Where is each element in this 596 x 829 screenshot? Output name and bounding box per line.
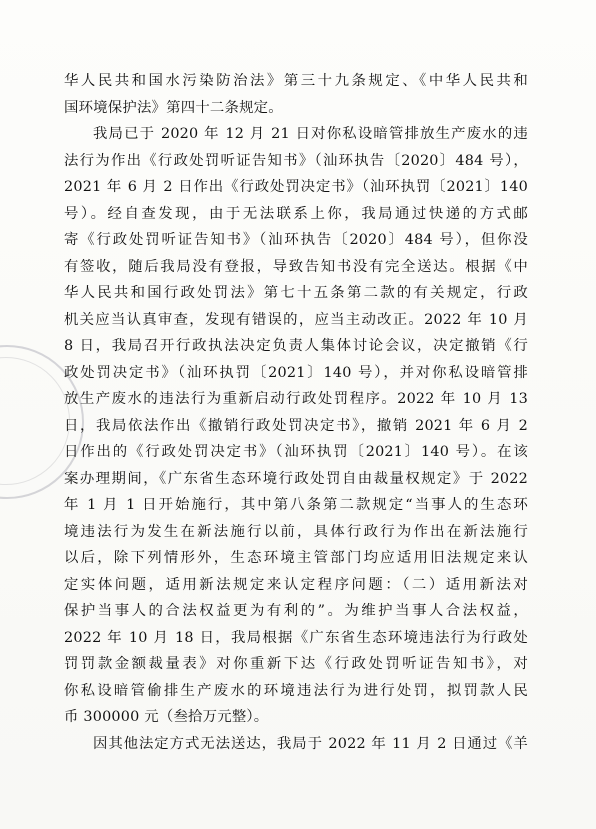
text-line: 华人民共和国行政处罚法》第七十五条第二款的有关规定，行政	[64, 285, 528, 301]
text-line: 号）。经自查发现，由于无法联系上你，我局通过快递的方式邮	[64, 205, 528, 222]
text-line: 放生产废水的违法行为重新启动行政处罚程序。2022 年 10 月 13	[64, 391, 528, 407]
text-line: 国环境保护法》第四十二条规定。	[64, 99, 283, 116]
text-line: 定实体问题，适用新法规定来认定程序问题：（二）适用新法对	[64, 576, 528, 593]
text-line: 寄《行政处罚听证告知书》（汕环执告〔2020〕484 号），但你没	[64, 232, 528, 248]
document-body	[64, 68, 528, 757]
text-line: 因其他法定方式无法送达，我局于 2022 年 11 月 2 日通过《羊	[93, 735, 528, 752]
text-line: 机关应当认真审查，发现有错误的，应当主动改正。2022 年 10 月	[64, 311, 528, 328]
text-line: 年 1 月 1 日开始施行，其中第八条第二款规定“当事人的生态环	[64, 497, 528, 513]
text-line: 罚罚款金额裁量表》对你重新下达《行政处罚听证告知书》，对	[64, 656, 528, 672]
text-line: 8 日，我局召开行政执法决定负责人集体讨论会议，决定撤销《行	[64, 338, 528, 354]
text-line: 币 300000 元（叁拾万元整）。	[64, 709, 269, 725]
text-line: 以后，除下列情形外，生态环境主管部门均应适用旧法规定来认	[64, 550, 528, 566]
text-line: 华人民共和国水污染防治法》第三十九条规定、《中华人民共和	[64, 73, 528, 89]
seal-inner-ring	[0, 357, 70, 485]
text-line: 保护当事人的合法权益更为有利的”。为维护当事人合法权益，	[64, 603, 528, 619]
text-line: 政处罚决定书》（汕环执罚〔2021〕140 号），并对你私设暗管排	[64, 364, 528, 381]
text-line: 日作出的《行政处罚决定书》（汕环执罚〔2021〕140 号）。在该	[64, 444, 528, 460]
text-line: 2022 年 10 月 18 日，我局根据《广东省生态环境违法行为行政处	[64, 629, 528, 646]
text-line: 日，我局依法作出《撤销行政处罚决定书》，撤销 2021 年 6 月 2	[64, 417, 528, 434]
text-line: 2021 年 6 月 2 日作出《行政处罚决定书》（汕环执罚〔2021〕140	[64, 179, 528, 195]
text-line: 法行为作出《行政处罚听证告知书》（汕环执告〔2020〕484 号），	[64, 152, 528, 169]
text-line: 境违法行为发生在新法施行以前，具体行政行为作出在新法施行	[64, 523, 528, 540]
text-line: 我局已于 2020 年 12 月 21 日对你私设暗管排放生产废水的违	[93, 126, 528, 142]
text-line: 案办理期间，《广东省生态环境行政处罚自由裁量权规定》于 2022	[64, 470, 528, 487]
text-line: 有签收，随后我局没有登报，导致告知书没有完全送达。根据《中	[64, 258, 528, 275]
text-line: 你私设暗管偷排生产废水的环境违法行为进行处罚，拟罚款人民	[64, 682, 528, 699]
